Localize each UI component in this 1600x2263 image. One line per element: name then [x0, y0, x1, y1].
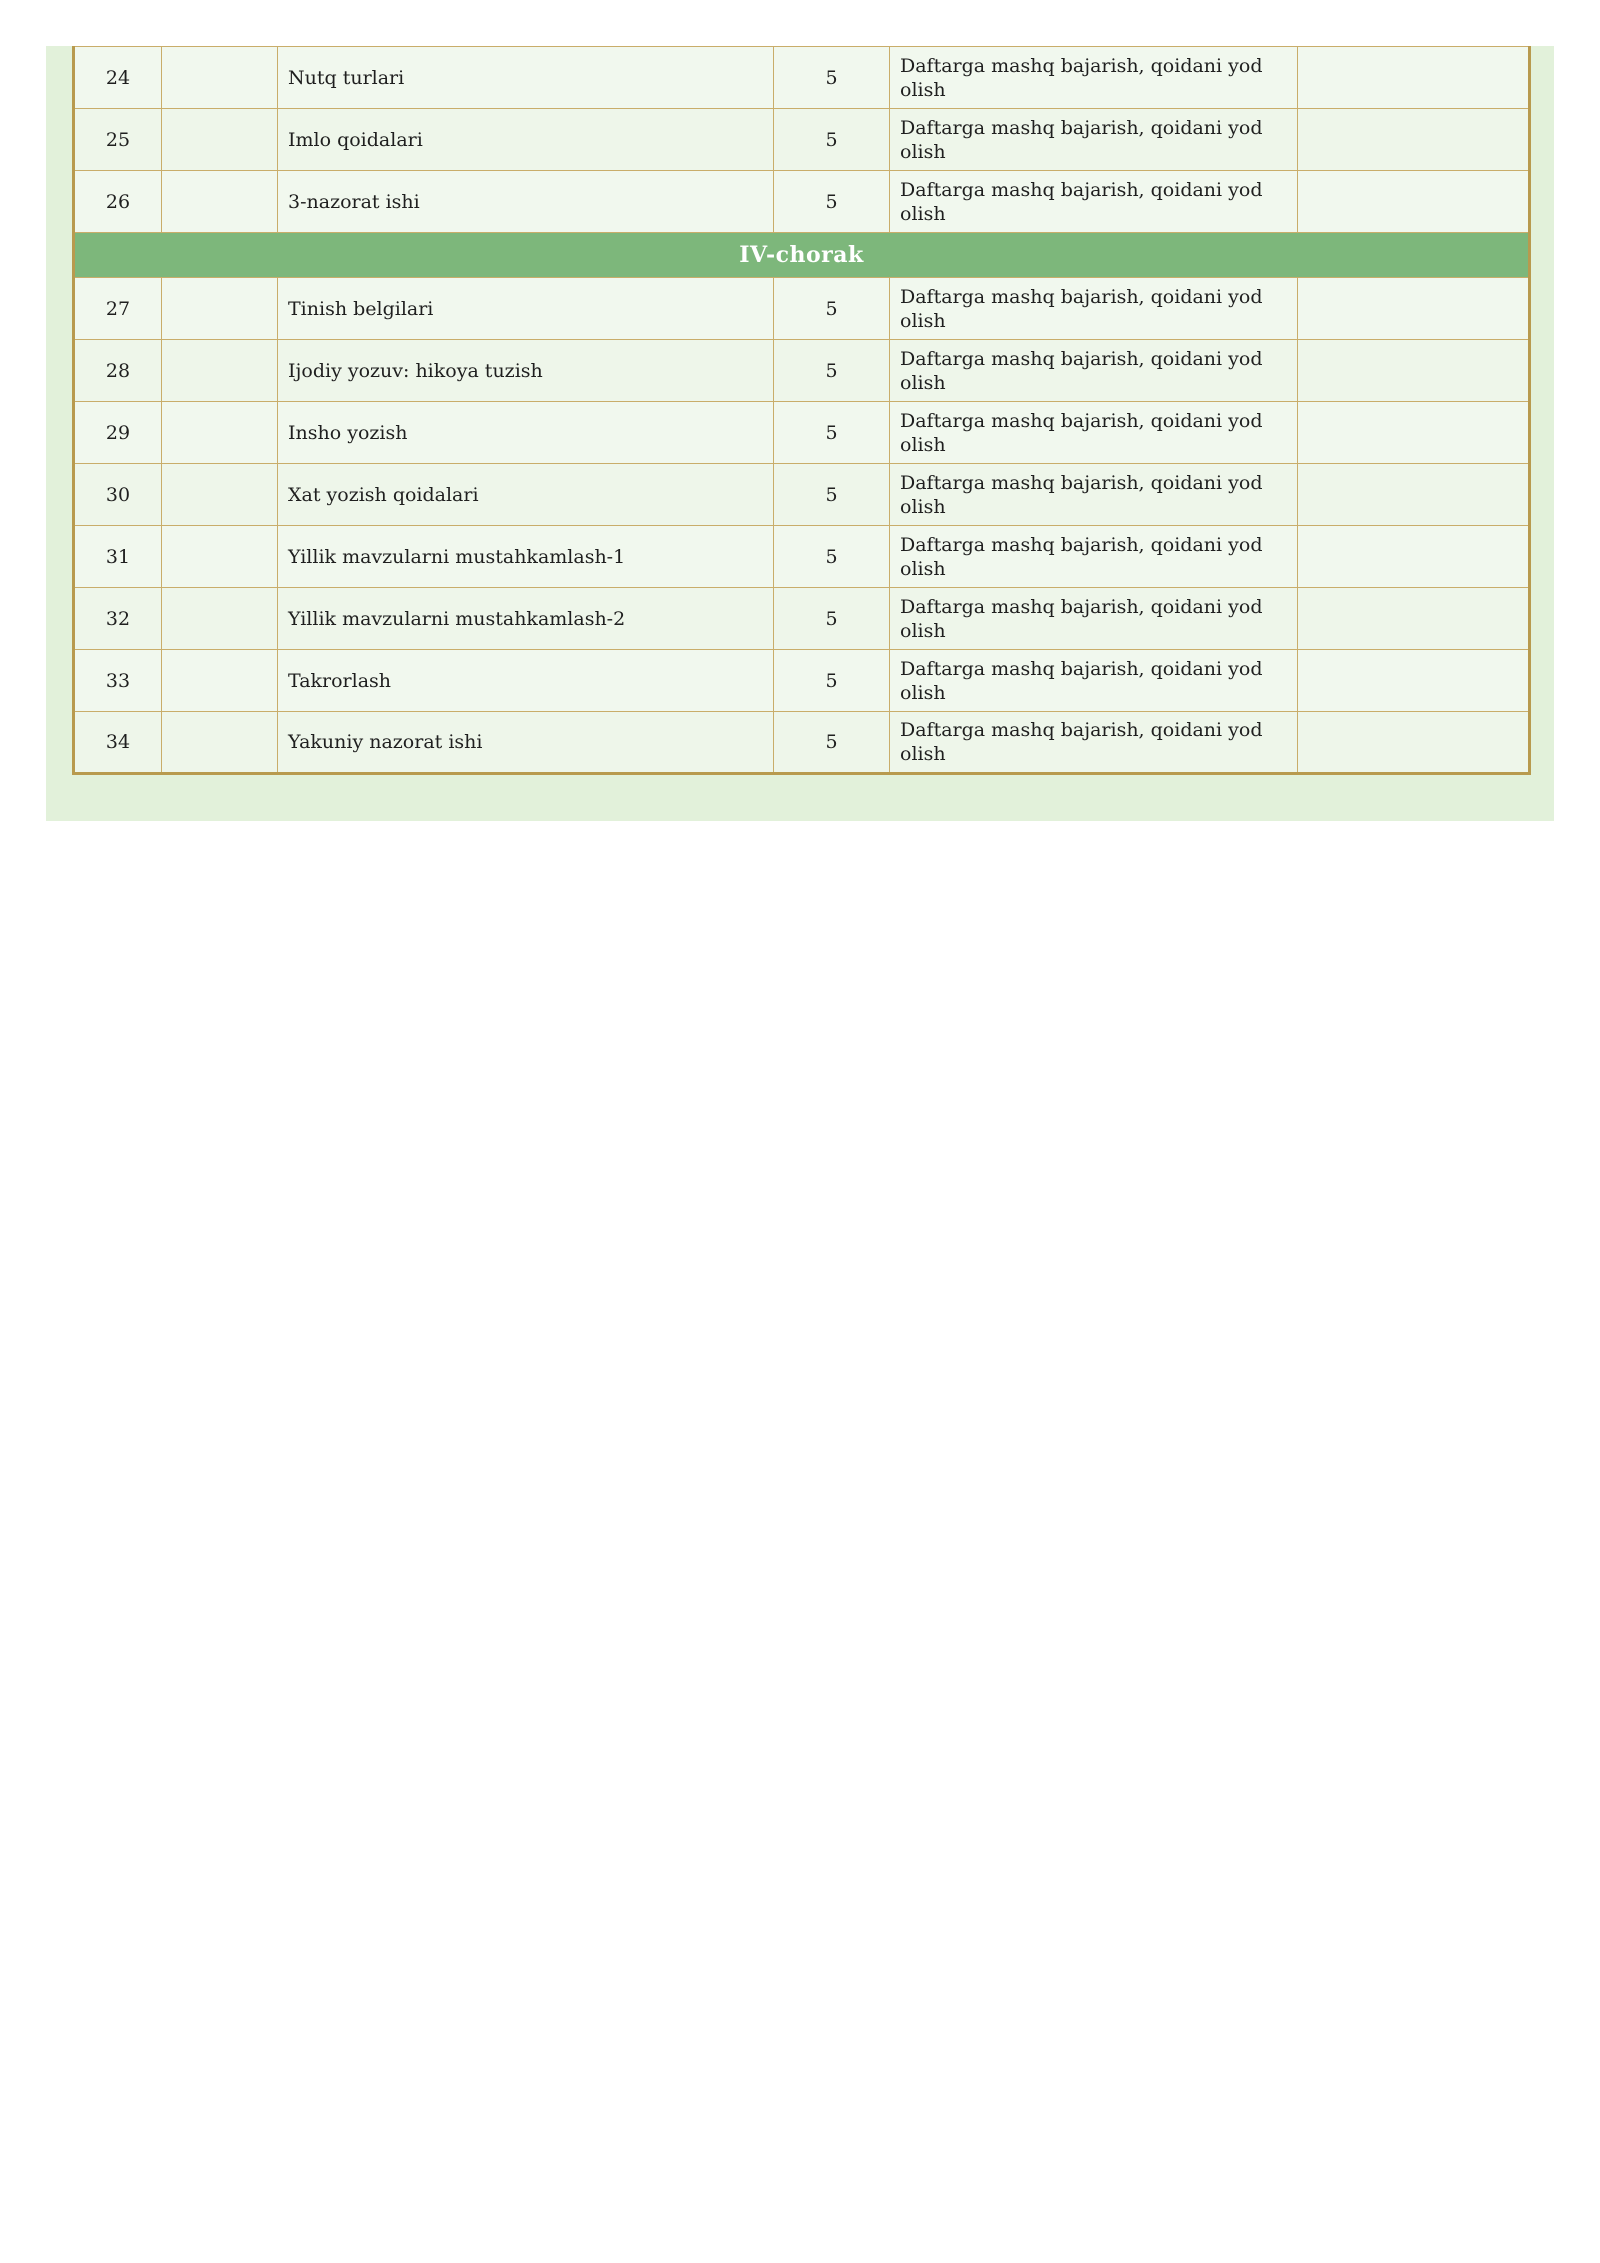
- lesson-note: [1298, 109, 1530, 171]
- lesson-hours: 5: [774, 47, 890, 109]
- lesson-topic: Insho yozish: [278, 402, 774, 464]
- lesson-topic: Nutq turlari: [278, 47, 774, 109]
- lesson-homework: Daftarga mashq bajarish, qoidani yod olish: [890, 650, 1298, 712]
- lesson-topic: Ijodiy yozuv: hikoya tuzish: [278, 340, 774, 402]
- lesson-date: [162, 171, 278, 233]
- table-row: [74, 47, 1530, 109]
- table-row: [74, 650, 1530, 712]
- lesson-date: [162, 109, 278, 171]
- lesson-homework: Daftarga mashq bajarish, qoidani yod olish: [890, 47, 1298, 109]
- lesson-number: 32: [74, 588, 162, 650]
- lesson-date: [162, 278, 278, 340]
- lesson-date: [162, 712, 278, 774]
- lesson-topic: Yillik mavzularni mustahkamlash-1: [278, 526, 774, 588]
- lesson-hours: 5: [774, 109, 890, 171]
- lesson-homework: Daftarga mashq bajarish, qoidani yod olish: [890, 171, 1298, 233]
- lesson-note: [1298, 588, 1530, 650]
- quarter-title: IV-chorak: [74, 233, 1530, 278]
- lesson-homework: Daftarga mashq bajarish, qoidani yod olish: [890, 588, 1298, 650]
- table-row: [74, 464, 1530, 526]
- lesson-plan-table: [72, 46, 1531, 775]
- lesson-homework: Daftarga mashq bajarish, qoidani yod olish: [890, 712, 1298, 774]
- quarter-header-row: [74, 233, 1530, 278]
- lesson-number: 24: [74, 47, 162, 109]
- lesson-number: 30: [74, 464, 162, 526]
- lesson-topic: Xat yozish qoidalari: [278, 464, 774, 526]
- lesson-number: 25: [74, 109, 162, 171]
- lesson-date: [162, 402, 278, 464]
- lesson-note: [1298, 340, 1530, 402]
- lesson-number: 26: [74, 171, 162, 233]
- table-row: [74, 109, 1530, 171]
- lesson-date: [162, 47, 278, 109]
- lesson-note: [1298, 526, 1530, 588]
- table-row: [74, 588, 1530, 650]
- table-row: [74, 526, 1530, 588]
- lesson-hours: 5: [774, 526, 890, 588]
- lesson-note: [1298, 47, 1530, 109]
- lesson-hours: 5: [774, 650, 890, 712]
- lesson-note: [1298, 278, 1530, 340]
- lesson-number: 28: [74, 340, 162, 402]
- lesson-date: [162, 464, 278, 526]
- table-row: [74, 171, 1530, 233]
- lesson-note: [1298, 171, 1530, 233]
- lesson-note: [1298, 712, 1530, 774]
- lesson-topic: Yakuniy nazorat ishi: [278, 712, 774, 774]
- lesson-topic: 3-nazorat ishi: [278, 171, 774, 233]
- table-row: [74, 712, 1530, 774]
- lesson-date: [162, 650, 278, 712]
- lesson-number: 27: [74, 278, 162, 340]
- lesson-number: 31: [74, 526, 162, 588]
- lesson-homework: Daftarga mashq bajarish, qoidani yod olish: [890, 278, 1298, 340]
- lesson-topic: Tinish belgilari: [278, 278, 774, 340]
- lesson-note: [1298, 402, 1530, 464]
- table-row: [74, 278, 1530, 340]
- table-row: [74, 402, 1530, 464]
- lesson-homework: Daftarga mashq bajarish, qoidani yod olish: [890, 464, 1298, 526]
- lesson-homework: Daftarga mashq bajarish, qoidani yod olish: [890, 109, 1298, 171]
- lesson-topic: Imlo qoidalari: [278, 109, 774, 171]
- lesson-topic: Takrorlash: [278, 650, 774, 712]
- lesson-topic: Yillik mavzularni mustahkamlash-2: [278, 588, 774, 650]
- lesson-homework: Daftarga mashq bajarish, qoidani yod olish: [890, 526, 1298, 588]
- lesson-number: 29: [74, 402, 162, 464]
- lesson-hours: 5: [774, 712, 890, 774]
- lesson-hours: 5: [774, 588, 890, 650]
- lesson-homework: Daftarga mashq bajarish, qoidani yod olish: [890, 340, 1298, 402]
- lesson-date: [162, 526, 278, 588]
- lesson-hours: 5: [774, 402, 890, 464]
- lesson-homework: Daftarga mashq bajarish, qoidani yod olish: [890, 402, 1298, 464]
- lesson-date: [162, 340, 278, 402]
- lesson-number: 34: [74, 712, 162, 774]
- lesson-note: [1298, 464, 1530, 526]
- table-row: [74, 340, 1530, 402]
- lesson-hours: 5: [774, 171, 890, 233]
- lesson-hours: 5: [774, 278, 890, 340]
- lesson-date: [162, 588, 278, 650]
- lesson-note: [1298, 650, 1530, 712]
- lesson-hours: 5: [774, 464, 890, 526]
- lesson-hours: 5: [774, 340, 890, 402]
- lesson-number: 33: [74, 650, 162, 712]
